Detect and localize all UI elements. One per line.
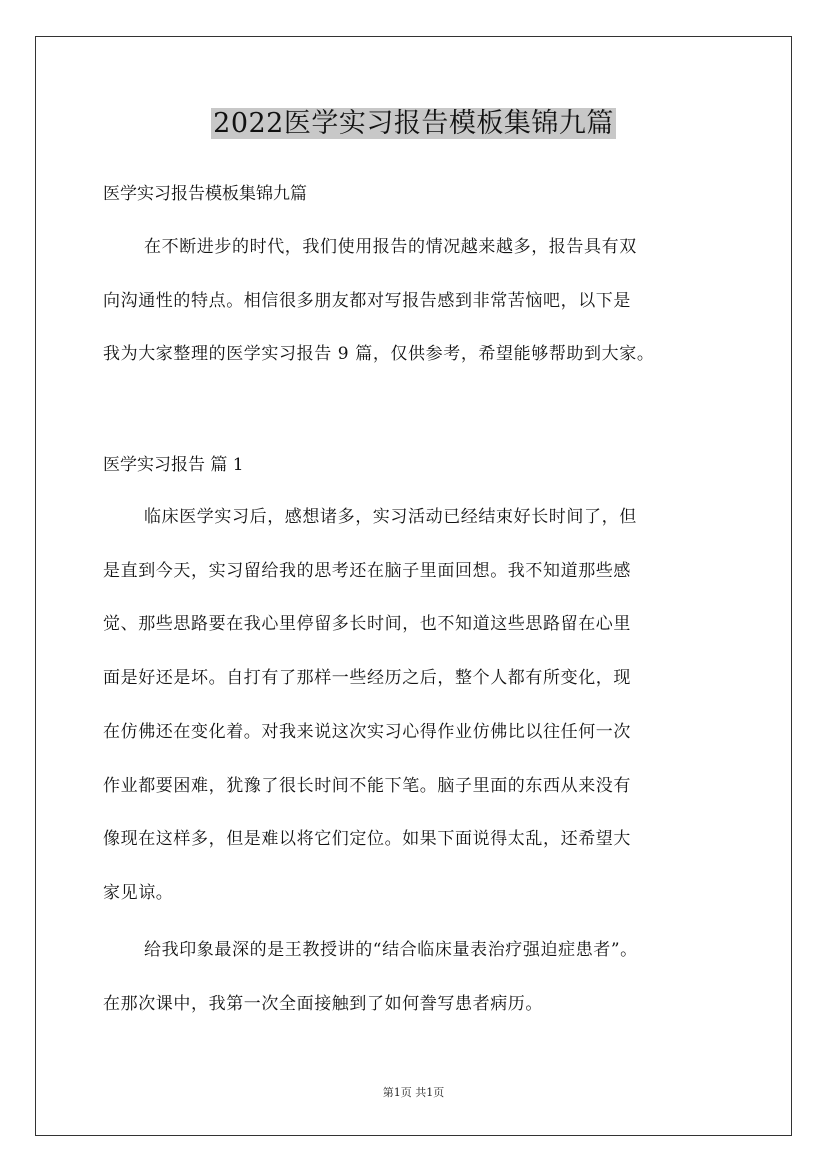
paragraph-line: 觉、那些思路要在我心里停留多长时间，也不知道这些思路留在心里 [103, 614, 631, 635]
paragraph-line: 家见谅。 [103, 882, 174, 903]
paragraph-line: 临床医学实习后，感想诸多，实习活动已经结束好长时间了，但 [144, 507, 637, 527]
intro-line: 在不断进步的时代，我们使用报告的情况越来越多，报告具有双 [144, 237, 637, 257]
paragraph-line: 是直到今天，实习留给我的思考还在脑子里面回想。我不知道那些感 [103, 560, 631, 581]
intro-line: 我为大家整理的医学实习报告 9 篇，仅供参考，希望能够帮助到大家。 [103, 344, 655, 365]
document-title [0, 102, 827, 144]
intro-line: 向沟通性的特点。相信很多朋友都对写报告感到非常苦恼吧，以下是 [103, 290, 631, 311]
section1-heading: 医学实习报告 篇 1 [103, 455, 244, 475]
document-title-text: 2022医学实习报告模板集锦九篇 [213, 108, 614, 139]
section1-paragraph-2 [103, 924, 733, 1031]
paragraph-line: 作业都要困难，犹豫了很长时间不能下笔。脑子里面的东西从来没有 [103, 775, 631, 796]
paragraph-line: 面是好还是坏。自打有了那样一些经历之后，整个人都有所变化，现 [103, 668, 631, 689]
section1-paragraph-1 [103, 491, 733, 921]
intro-paragraph [103, 221, 733, 382]
paragraph-line: 给我印象最深的是王教授讲的“结合临床量表治疗强迫症患者”。 [144, 940, 638, 960]
paragraph-line: 在仿佛还在变化着。对我来说这次实习心得作业仿佛比以往任何一次 [103, 721, 631, 742]
paragraph-line: 像现在这样多，但是难以将它们定位。如果下面说得太乱，还希望大 [103, 829, 631, 850]
intro-heading: 医学实习报告模板集锦九篇 [103, 184, 307, 204]
paragraph-line: 在那次课中，我第一次全面接触到了如何誊写患者病历。 [103, 993, 543, 1014]
page-footer: 第1页 共1页 [382, 1086, 445, 1099]
